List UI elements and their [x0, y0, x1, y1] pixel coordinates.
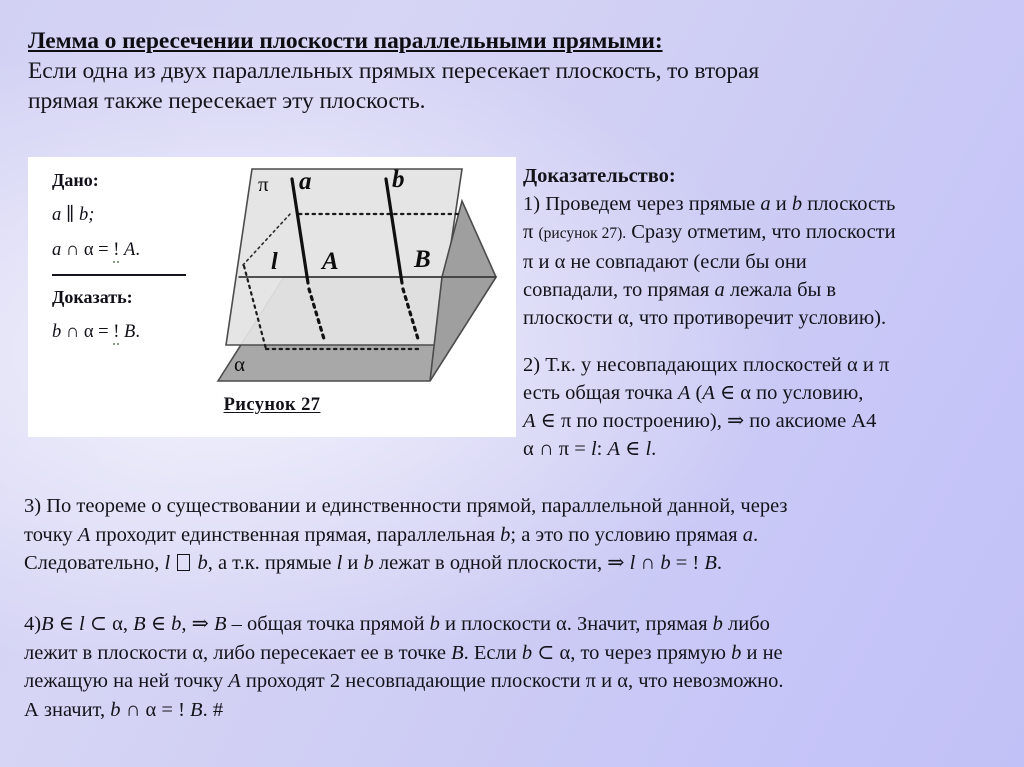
- step2-line4-end: .: [651, 438, 657, 460]
- step4-l1-f: и плоскости α. Значит, прямая: [439, 613, 713, 635]
- step2-line2-pre: есть общая точка: [523, 382, 678, 404]
- step4-line1: [24, 610, 1004, 639]
- step2-line4-pre: α ∩ π =: [523, 438, 591, 460]
- step1-line4-post: лежала бы в: [724, 279, 837, 301]
- step3-point-a: A: [77, 523, 91, 546]
- step3-point-b: B: [704, 552, 717, 574]
- step3-line2: [24, 521, 1004, 550]
- proof-step1-line3: π и α не совпадают (если бы они: [523, 251, 807, 273]
- proof-step2-line4: [523, 435, 1001, 463]
- missing-glyph-box-icon: [177, 554, 190, 571]
- lemma-header: [28, 27, 994, 116]
- label-plane-alpha: α: [234, 352, 246, 376]
- proof-column: [523, 163, 1001, 463]
- lemma-statement-line-2: прямая также пересекает эту плоскость.: [28, 87, 426, 114]
- step4-line-b: b: [171, 613, 182, 635]
- lemma-title: Лемма о пересечении плоскости параллельными прямыми:: [28, 28, 663, 54]
- proof-step3: [24, 492, 1004, 578]
- label-plane-pi: π: [258, 172, 269, 196]
- step3-line3-mid4: ∩: [635, 552, 661, 574]
- step3-line3-mid3: лежат в одной плоскости, ⇒: [373, 552, 630, 574]
- step2-line4-mid: :: [596, 438, 608, 460]
- step1-mid1: и: [770, 193, 792, 215]
- step4-line3: [24, 667, 1004, 696]
- proof-step-gap: [523, 332, 1001, 351]
- proof-step1-line5: плоскости α, что противоречит условию).: [523, 307, 887, 329]
- step3-line3: [24, 549, 1004, 578]
- label-line-b: b: [392, 166, 405, 193]
- step3-line3-end: = !: [670, 552, 705, 574]
- step3-line3-pre: Следовательно,: [24, 552, 165, 574]
- step4-point-b-2: B: [133, 613, 146, 635]
- step4-line-b-3: b: [712, 613, 723, 635]
- step4-line-l: l: [79, 613, 85, 635]
- label-line-l: l: [271, 249, 278, 275]
- step4-l2-mid: . Если: [463, 641, 522, 664]
- step1-line4-pre: совпадали, то прямая: [523, 279, 715, 301]
- step2-line-l-2: l: [645, 438, 652, 460]
- label-line-a: a: [299, 168, 312, 195]
- proof-heading: Доказательство:: [523, 165, 676, 187]
- step4-l4-line-b: b: [110, 698, 121, 721]
- step2-line2-mid: (: [690, 382, 703, 404]
- proof-step4: [24, 610, 1004, 724]
- step1-figure-ref: (рисунок 27).: [538, 225, 627, 242]
- label-point-a: A: [322, 248, 339, 275]
- step2-point-a-2: A: [702, 382, 715, 404]
- step2-line3-point-a: A: [523, 410, 536, 432]
- lemma-statement-line-1: Если одна из двух параллельных прямых пересекает плоскость, то вторая: [28, 58, 760, 84]
- proof-step2-line2: [523, 379, 1001, 407]
- step4-l1-b: ⊂ α,: [84, 613, 134, 635]
- proof-step1-line1: [523, 190, 1001, 218]
- step4-l2-end: и не: [741, 641, 783, 664]
- step4-l4-pre: А значит,: [24, 698, 111, 721]
- step3-line-b-2: b: [363, 552, 374, 574]
- step1-mid2: плоскость: [802, 193, 896, 215]
- figure-caption: [28, 395, 516, 416]
- prove-label: Доказать:: [52, 287, 133, 307]
- given-item-1: a ∩ α = ! A.: [52, 239, 217, 261]
- step1-line4-var-a: a: [714, 279, 725, 301]
- label-point-b: B: [414, 246, 431, 273]
- step3-line3-mid2: и: [342, 552, 364, 574]
- lemma-statement: [28, 57, 994, 116]
- step1-pi: π: [523, 221, 534, 243]
- step3-line-l-2: l: [336, 552, 343, 574]
- proof-step1-line2: [523, 218, 1001, 248]
- figure-panel: [28, 157, 516, 437]
- step4-l3-pre: лежащую на ней точку: [24, 670, 229, 692]
- step3-line2-mid: проходит единственная прямая, параллельная: [90, 523, 501, 546]
- given-item-0: a ∥ b;: [52, 205, 95, 225]
- step3-line2-pre: точку: [24, 523, 78, 546]
- step4-number: 4): [24, 613, 42, 635]
- step3-line1: 3) По теореме о существовании и единственности прямой, параллельной данной, через: [24, 495, 788, 517]
- step3-line2-end: .: [752, 523, 759, 546]
- step4-point-b-3: B: [213, 613, 227, 635]
- step3-line-b-3: b: [660, 552, 671, 574]
- proof-step1-line4: [523, 276, 1001, 304]
- step4-l3-point-a: A: [228, 670, 241, 692]
- step2-line3-post: ∈ π по построению), ⇒ по аксиоме А4: [535, 410, 877, 432]
- step1-line2-rest: Сразу отметим, что плоскости: [626, 221, 896, 243]
- given-label: Дано:: [52, 170, 99, 190]
- given-prove-divider: [52, 274, 186, 276]
- geometry-diagram: [196, 159, 514, 399]
- step4-l2-pre: лежит в плоскости α, либо пересекает ее в точке: [24, 641, 452, 664]
- step2-line2-post: ∈ α по условию,: [714, 382, 864, 404]
- step1-var-b: b: [791, 193, 803, 215]
- step3-line3-period: .: [716, 552, 722, 574]
- step4-l1-d: , ⇒: [181, 613, 214, 635]
- proof-step2-line1: 2) Т.к. у несовпадающих плоскостей α и π: [523, 354, 890, 376]
- figure-caption-text: Рисунок 27: [223, 395, 321, 415]
- step2-line4-point-a: A: [607, 438, 621, 460]
- step4-line4: [24, 696, 1004, 725]
- step4-l4-mid: ∩ α = !: [120, 698, 191, 721]
- step3-line3-b: b: [197, 552, 208, 574]
- step3-line-b: b: [500, 523, 511, 546]
- step1-var-a: a: [760, 193, 771, 215]
- step4-l1-e: – общая точка прямой: [226, 613, 430, 635]
- step4-l2-point-b: B: [451, 641, 464, 664]
- step4-line2: [24, 639, 1004, 668]
- step4-l1-c: ∈: [145, 613, 172, 635]
- step4-l4-point-b: B: [190, 698, 203, 721]
- step4-l2-line-b-2: b: [731, 641, 742, 664]
- step4-l3-post: проходят 2 несовпадающие плоскости π и α, что невозможно.: [240, 670, 784, 692]
- step1-lead: 1) Проведем через прямые: [523, 193, 761, 215]
- step3-line2-post: ; а это по условию прямая: [510, 523, 743, 546]
- step4-l2-line-b: b: [521, 641, 533, 664]
- step3-line-a: a: [742, 523, 753, 546]
- step3-line-l-3: l: [629, 552, 636, 574]
- step2-line-l: l: [590, 438, 597, 460]
- step4-l1-a: ∈: [53, 613, 80, 635]
- step4-line-b-2: b: [429, 613, 440, 635]
- step4-l2-mid2: ⊂ α, то через прямую: [532, 641, 732, 664]
- step4-l1-g: либо: [722, 613, 770, 635]
- given-prove-block: [52, 169, 217, 356]
- proof-step2-line3: [523, 407, 1001, 435]
- prove-item-0: b ∩ α = ! B.: [52, 321, 217, 343]
- step2-point-a: A: [677, 382, 691, 404]
- step4-point-b: B: [41, 613, 54, 635]
- step3-line-l: l: [164, 552, 171, 574]
- step2-line4-post: ∈: [620, 438, 646, 460]
- step4-l4-end: . #: [202, 698, 224, 721]
- step3-line3-mid: , а т.к. прямые: [207, 552, 337, 574]
